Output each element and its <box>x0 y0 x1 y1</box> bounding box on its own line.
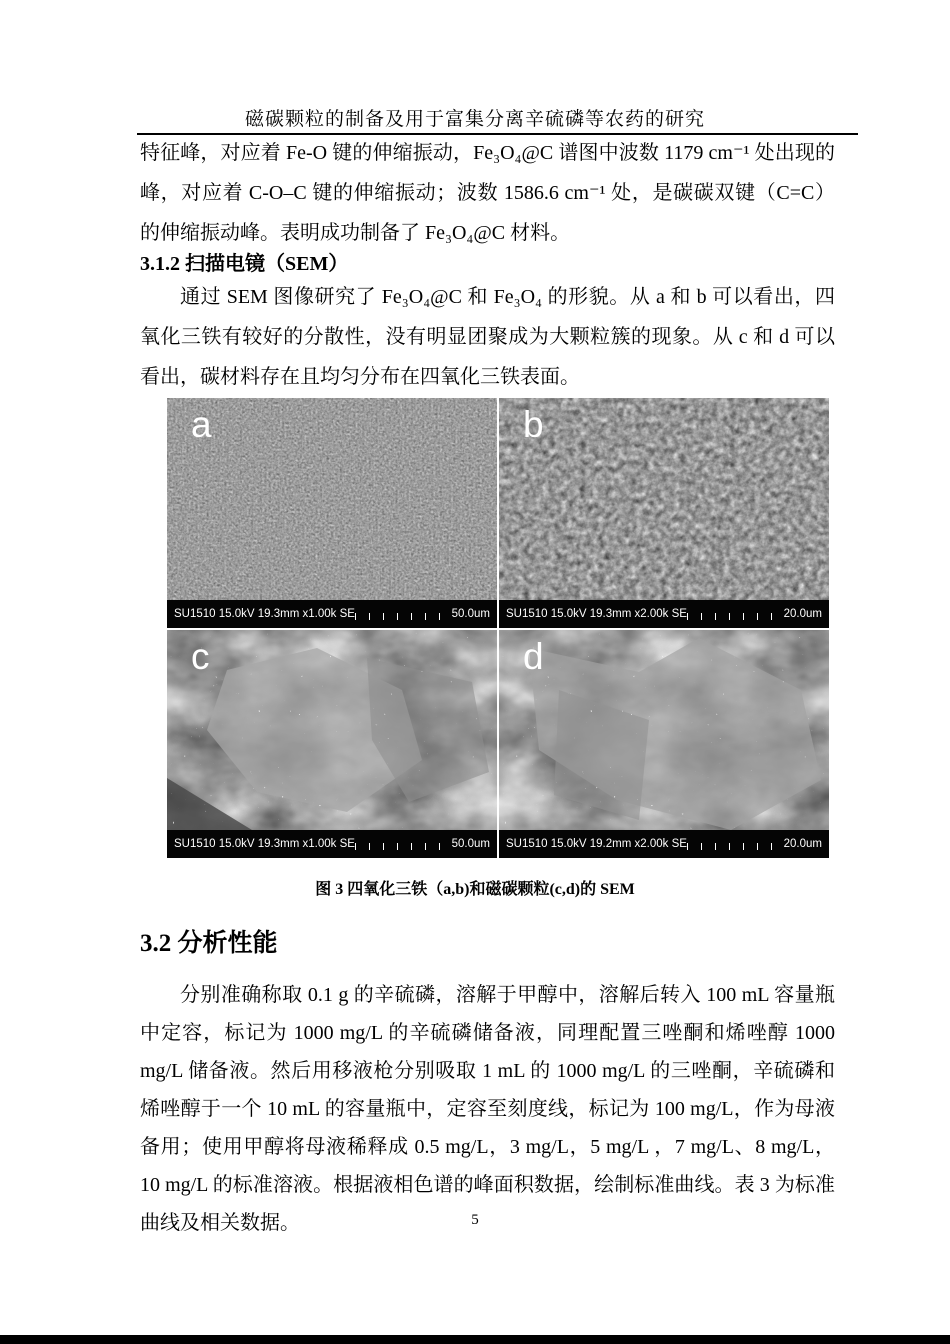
panel-label-b: b <box>523 404 544 445</box>
scale-value: 50.0um <box>451 838 490 850</box>
scale-value: 50.0um <box>451 608 490 620</box>
sem-panel-b <box>499 398 829 628</box>
sem-micrograph-d <box>499 630 829 830</box>
scale-value: 20.0um <box>783 838 822 850</box>
sem-info-text: SU1510 15.0kV 19.2mm x2.00k SE <box>506 838 687 850</box>
scale-value: 20.0um <box>783 608 822 620</box>
page-number: 5 <box>471 1212 479 1228</box>
section-heading-3-1-2: 3.1.2 扫描电镜（SEM） <box>140 253 349 275</box>
sem-micrograph-a <box>167 398 497 600</box>
paragraph-sem: 通过 SEM 图像研究了 Fe₃O₄@C 和 Fe₃O₄ 的形貌。从 a 和 b 可以看出，四氧化三铁有较好的分散性，没有明显团聚成为大颗粒簇的现象。从 c 和 d 可以看出，碳材料存在且均匀分布在四氧化三铁表面。 <box>140 286 835 388</box>
sem-info-text: SU1510 15.0kV 19.3mm x1.00k SE <box>174 838 355 850</box>
sem-statusbar-c <box>167 830 497 858</box>
sem-info-text: SU1510 15.0kV 19.3mm x1.00k SE <box>174 608 355 620</box>
sem-info-text: SU1510 15.0kV 19.3mm x2.00k SE <box>506 608 687 620</box>
paragraph-analysis: 分别准确称取 0.1 g 的辛硫磷，溶解于甲醇中，溶解后转入 100 mL 容量瓶中定容，标记为 1000 mg/L 的辛硫磷储备液，同理配置三唑酮和烯唑醇 1000 mg/L 储备液。然后用移液枪分别吸取 1 mL 的 1000 mg/L 的三唑酮，辛硫磷和烯唑醇于一个 10 mL 的容量瓶中，定容至刻度线，标记为 100 mg/L，作为母液备用；使用甲醇将母液稀释成 0.5 mg/L，3 mg/L，5 mg/L ，7 mg/L、8 mg/L，10 mg/L 的标准溶液。根据液相色谱的峰面积数据，绘制标准曲线。表 3 为标准曲线及相关数据。 <box>140 984 835 1234</box>
bottom-edge-band <box>0 1335 950 1344</box>
sem-statusbar-a <box>167 600 497 628</box>
scale-tick-ruler <box>355 613 444 620</box>
sem-figure <box>167 398 829 858</box>
scale-tick-ruler <box>355 843 444 850</box>
sem-micrograph-b <box>499 398 829 600</box>
sem-panel-c <box>167 630 497 858</box>
paragraph-ftir: 特征峰，对应着 Fe-O 键的伸缩振动，Fe₃O₄@C 谱图中波数 1179 cm⁻¹ 处出现的峰，对应着 C-O–C 键的伸缩振动；波数 1586.6 cm⁻¹ 处，是碳碳双键（C=C）的伸缩振动峰。表明成功制备了 Fe₃O₄@C 材料。 <box>140 142 835 244</box>
sem-panel-d <box>499 630 829 858</box>
sem-panel-a <box>167 398 497 628</box>
panel-label-a: a <box>191 404 212 445</box>
page-header-title: 磁碳颗粒的制备及用于富集分离辛硫磷等农药的研究 <box>244 109 705 130</box>
sem-statusbar-d <box>499 830 829 858</box>
panel-label-d: d <box>523 636 544 677</box>
figure-caption: 图 3 四氧化三铁（a,b)和磁碳颗粒(c,d)的 SEM <box>315 881 635 898</box>
panel-label-c: c <box>191 636 210 677</box>
scale-tick-ruler <box>687 613 776 620</box>
sem-statusbar-b <box>499 600 829 628</box>
section-heading-3-2: 3.2 分析性能 <box>140 930 278 957</box>
scale-tick-ruler <box>687 843 776 850</box>
sem-micrograph-c <box>167 630 497 830</box>
